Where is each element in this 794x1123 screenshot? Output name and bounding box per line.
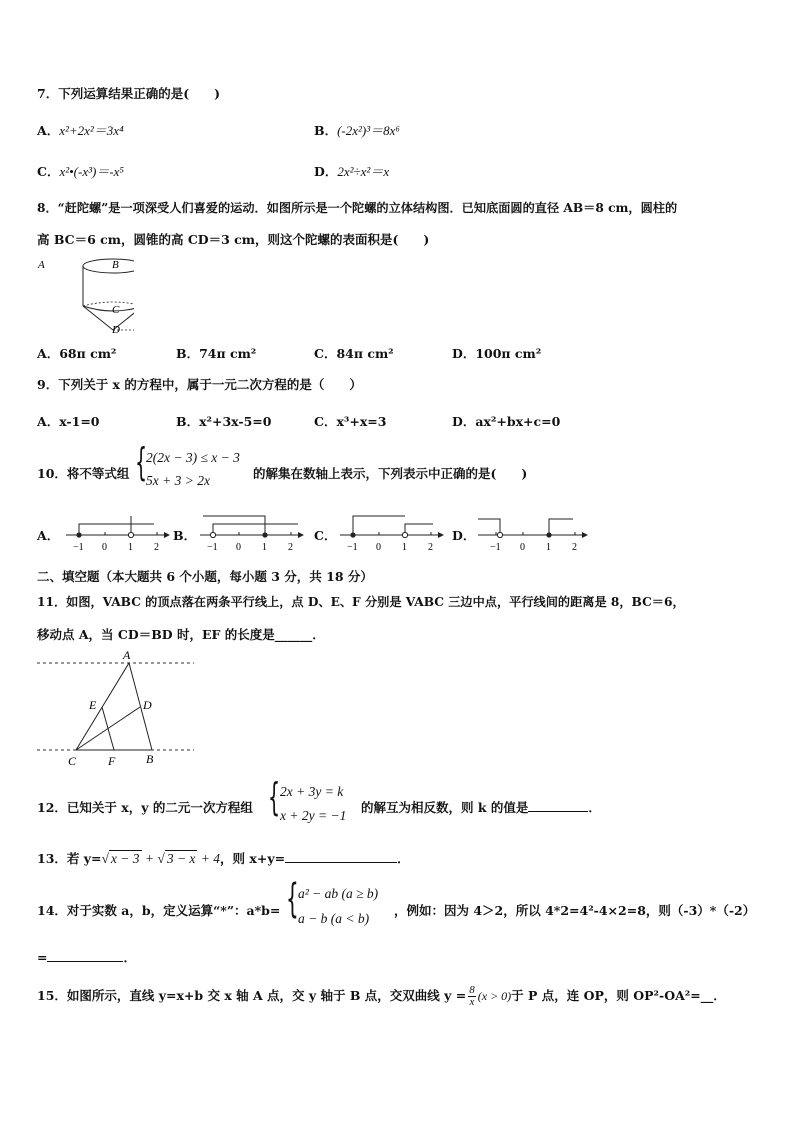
q9-option-a: A．x-1=0 bbox=[37, 414, 100, 429]
svg-text:1: 1 bbox=[262, 542, 267, 553]
option-letter: A． bbox=[37, 123, 60, 138]
option-expression: 2x²÷x²＝x bbox=[337, 164, 390, 179]
label-a: A bbox=[123, 648, 131, 662]
q15-condition: (x > 0) bbox=[477, 989, 512, 1003]
q14-brace: { bbox=[286, 876, 299, 922]
option-letter: D． bbox=[314, 164, 338, 179]
q9-option-b: B．x²+3x-5=0 bbox=[176, 414, 272, 429]
svg-text:0: 0 bbox=[376, 542, 381, 553]
q13-suffix: ，则 x+y= bbox=[220, 851, 286, 866]
q10-option-d-label: D． bbox=[452, 528, 476, 543]
svg-text:−1: −1 bbox=[207, 542, 218, 553]
q15-suffix: 于 P 点，连 OP，则 OP²-OA²=__． bbox=[511, 988, 726, 1003]
svg-text:0: 0 bbox=[520, 542, 525, 553]
svg-text:−1: −1 bbox=[73, 542, 84, 553]
svg-text:2: 2 bbox=[288, 542, 293, 553]
svg-text:1: 1 bbox=[546, 542, 551, 553]
q10-prefix: 10．将不等式组 bbox=[37, 466, 130, 481]
q12-suffix-text: 的解互为相反数，则 k 的值是 bbox=[361, 800, 529, 815]
q12-prefix: 12．已知关于 x，y 的二元一次方程组 bbox=[37, 800, 253, 815]
q9-stem: 9．下列关于 x 的方程中，属于一元二次方程的是（ ） bbox=[37, 377, 362, 392]
q8-option-a: A．68π cm² bbox=[37, 346, 117, 361]
svg-text:0: 0 bbox=[236, 542, 241, 553]
q10-option-a-label: A． bbox=[37, 528, 60, 543]
q7-stem: 7．下列运算结果正确的是( ) bbox=[37, 86, 221, 101]
option-expression: x²•(-x³)＝-x⁵ bbox=[59, 164, 124, 179]
option-letter: C． bbox=[37, 164, 60, 179]
label-c: C bbox=[68, 754, 77, 768]
q7-option-c bbox=[37, 161, 124, 180]
q8-option-d: D．100π cm² bbox=[452, 346, 542, 361]
option-letter: B． bbox=[314, 123, 338, 138]
q14-case-2: a − b (a < b) bbox=[298, 911, 370, 926]
option-expression: (-2x²)³＝8x⁶ bbox=[337, 123, 400, 138]
q10-suffix: 的解集在数轴上表示，下列表示中正确的是( ) bbox=[253, 466, 528, 481]
svg-text:1: 1 bbox=[402, 542, 407, 553]
q7-option-b bbox=[314, 120, 400, 139]
label-c: C bbox=[112, 304, 120, 316]
q11-line2: 移动点 A，当 CD＝BD 时，EF 的长度是______． bbox=[37, 627, 325, 642]
q10-number-line-c bbox=[340, 513, 444, 553]
svg-text:−1: −1 bbox=[490, 542, 501, 553]
q11-triangle-figure bbox=[34, 647, 199, 769]
q8-option-b: B．74π cm² bbox=[176, 346, 257, 361]
svg-text:2: 2 bbox=[428, 542, 433, 553]
q8-line1: 8．“赶陀螺”是一项深受人们喜爱的运动．如图所示是一个陀螺的立体结构图．已知底面圆的直径 AB＝8 cm，圆柱的 bbox=[37, 201, 678, 215]
svg-text:2: 2 bbox=[154, 542, 159, 553]
q13-prefix: 13．若 y= bbox=[37, 851, 102, 866]
q10-option-b-label: B． bbox=[173, 528, 197, 543]
q10-number-line-d bbox=[478, 513, 588, 553]
section-2-heading: 二、填空题（本大题共 6 个小题，每小题 3 分，共 18 分） bbox=[37, 569, 373, 584]
q7-option-d bbox=[314, 161, 389, 180]
q14-answer-line bbox=[37, 948, 136, 966]
label-d: D bbox=[112, 324, 120, 336]
q13-line: 13．若 y=√ x − 3 + √ 3 − x + 4，则 x+y= ． bbox=[37, 851, 410, 866]
svg-text:0: 0 bbox=[102, 542, 107, 553]
answer-blank bbox=[47, 949, 123, 962]
svg-text:2: 2 bbox=[572, 542, 577, 553]
q14-end: ． bbox=[123, 950, 136, 965]
q10-number-line-b bbox=[200, 513, 304, 553]
label-f: F bbox=[108, 754, 116, 768]
answer-blank bbox=[528, 799, 588, 812]
q13-tail: + 4 bbox=[197, 851, 221, 866]
q8-line2: 高 BC＝6 cm，圆锥的高 CD＝3 cm，则这个陀螺的表面积是( ) bbox=[37, 232, 430, 247]
q10-option-c-label: C． bbox=[314, 528, 337, 543]
q12-end: ． bbox=[588, 800, 601, 815]
q12-suffix bbox=[361, 798, 601, 816]
q12-equation-1: 2x + 3y = k bbox=[280, 784, 344, 799]
label-d: D bbox=[143, 698, 152, 712]
q13-radicand-1: x − 3 bbox=[110, 851, 140, 866]
svg-text:1: 1 bbox=[128, 542, 133, 553]
q9-option-c: C．x³+x=3 bbox=[314, 414, 387, 429]
q10-inequality-1: 2(2x − 3) ≤ x − 3 bbox=[146, 450, 240, 465]
q15-fraction-denominator: x bbox=[469, 996, 475, 1008]
q11-line1: 11．如图，VABC 的顶点落在两条平行线上，点 D、E、F 分别是 VABC 三边中点，平行线间的距离是 8，BC＝6， bbox=[37, 595, 685, 609]
q12-equation-2: x + 2y = −1 bbox=[280, 808, 347, 823]
q9-option-d: D．ax²+bx+c=0 bbox=[452, 414, 561, 429]
q15-prefix: 15．如图所示，直线 y=x+b 交 x 轴 A 点，交 y 轴于 B 点，交双曲线 y = bbox=[37, 988, 467, 1003]
q15-line bbox=[37, 985, 726, 1008]
q10-number-line-a bbox=[66, 513, 170, 553]
answer-blank bbox=[285, 850, 397, 863]
q13-radicand-2: 3 − x bbox=[166, 851, 196, 866]
q14-suffix: ，例如：因为 4＞2，所以 4*2=4²-4×2=8，则（-3）*（-2） bbox=[394, 903, 756, 918]
q13-end: ． bbox=[397, 851, 410, 866]
q14-case-1: a² − ab (a ≥ b) bbox=[298, 886, 379, 901]
label-a: A bbox=[38, 259, 45, 271]
label-b: B bbox=[112, 259, 119, 271]
label-b: B bbox=[146, 752, 154, 766]
q12-brace: { bbox=[268, 775, 281, 819]
q8-option-c: C．84π cm² bbox=[314, 346, 394, 361]
q13-plus: + bbox=[141, 851, 158, 866]
svg-text:−1: −1 bbox=[347, 542, 358, 553]
q7-option-a bbox=[37, 120, 124, 139]
q14-equals: = bbox=[37, 950, 48, 965]
q14-prefix: 14．对于实数 a，b，定义运算“*”：a*b= bbox=[37, 903, 281, 918]
option-expression: x²+2x²＝3x⁴ bbox=[59, 123, 124, 138]
q15-fraction-numerator: 8 bbox=[469, 984, 475, 996]
q10-inequality-2: 5x + 3 > 2x bbox=[146, 473, 210, 488]
label-e: E bbox=[89, 698, 97, 712]
q8-spinning-top-figure bbox=[34, 250, 134, 340]
q10-brace: { bbox=[135, 440, 148, 484]
